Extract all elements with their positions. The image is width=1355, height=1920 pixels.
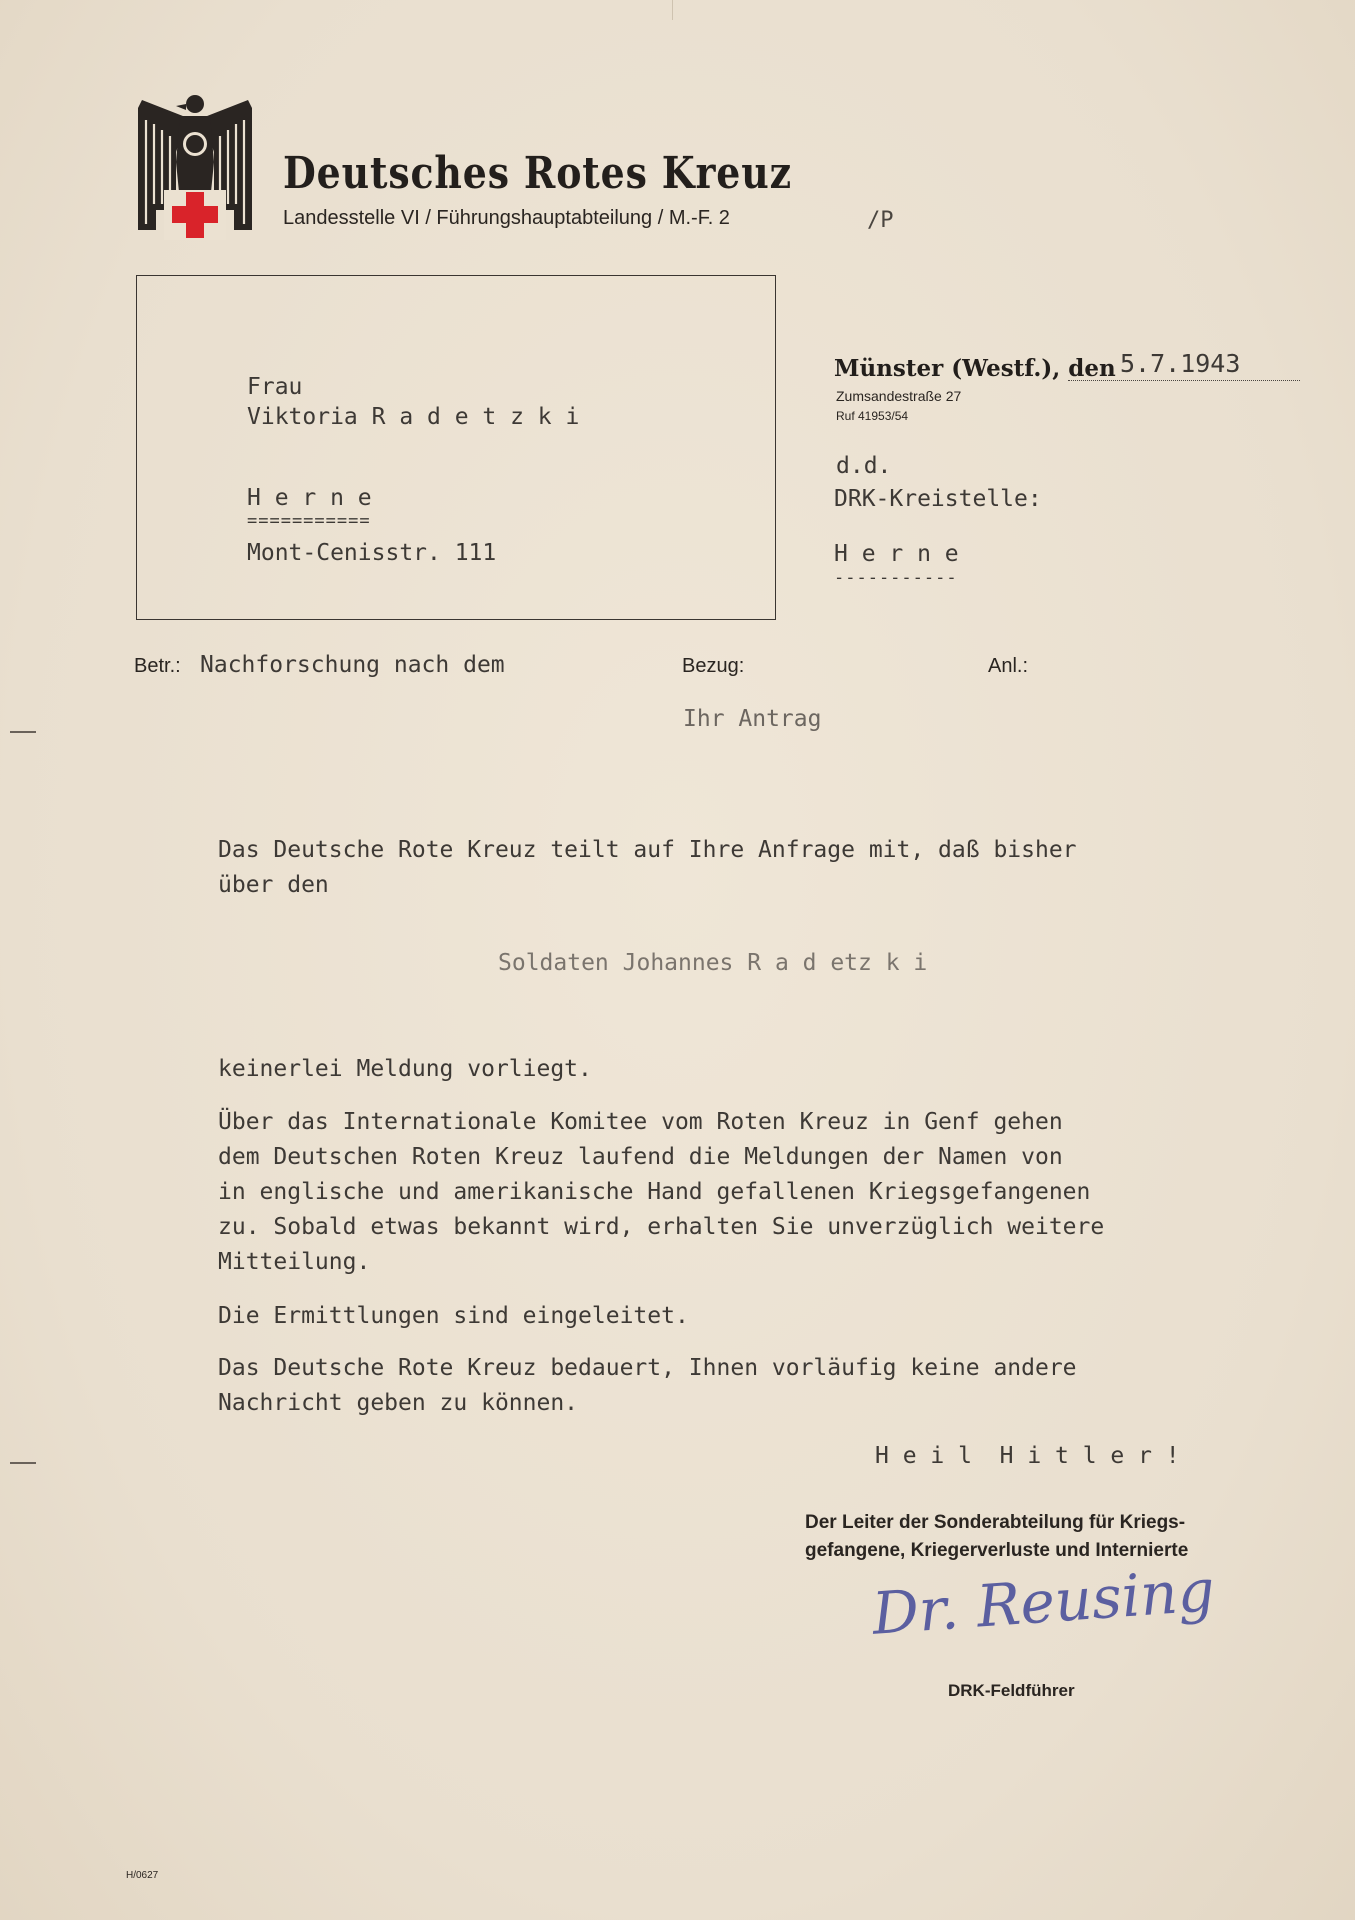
body-para3-line5: Mitteilung.	[218, 1249, 371, 1275]
form-code: H/0627	[126, 1870, 159, 1881]
department-line: Landesstelle VI / Führungshauptabteilung / M.-F. 2	[283, 207, 730, 229]
subject-person: Soldaten Johannes R a d etz k i	[498, 950, 928, 976]
recipient-city: H e r n e	[247, 485, 372, 511]
via-label: d.d.	[836, 453, 892, 479]
closing-greeting: H e i l H i t l e r !	[875, 1443, 1180, 1469]
body-para1-line2: über den	[218, 872, 329, 898]
signatory-title-line2: gefangene, Kriegerverluste und Internierte	[805, 1540, 1189, 1561]
fold-mark	[672, 0, 673, 20]
office-city: H e r n e	[834, 541, 959, 567]
punch-mark-bottom	[10, 1462, 36, 1464]
recipient-city-underline: ===========	[247, 511, 371, 531]
address-box	[136, 275, 776, 620]
signatory-title-line1: Der Leiter der Sonderabteilung für Kriegs-	[805, 1512, 1186, 1533]
reference-label: Bezug:	[682, 655, 745, 677]
body-para3-line3: in englische und amerikanische Hand gefallenen Kriegsgefangenen	[218, 1179, 1091, 1205]
reference-suffix: /P	[867, 208, 894, 233]
body-para3-line1: Über das Internationale Komitee vom Roten Kreuz in Genf gehen	[218, 1109, 1063, 1135]
subject-text: Nachforschung nach dem	[200, 652, 505, 678]
body-para2: keinerlei Meldung vorliegt.	[218, 1056, 592, 1082]
office-city-underline: -----------	[834, 568, 958, 588]
attachment-label: Anl.:	[988, 655, 1029, 677]
eagle-red-cross-emblem-icon	[136, 92, 254, 240]
recipient-street: Mont-Cenisstr. 111	[247, 540, 497, 566]
body-para3-line4: zu. Sobald etwas bekannt wird, erhalten Sie unverzüglich weitere	[218, 1214, 1105, 1240]
letter-date: 5.7.1943	[1120, 349, 1241, 378]
sender-street: Zumsandestraße 27	[836, 388, 962, 404]
recipient-name: Viktoria R a d e t z k i	[247, 404, 580, 430]
body-para4: Die Ermittlungen sind eingeleitet.	[218, 1303, 689, 1329]
organization-name: Deutsches Rotes Kreuz	[283, 148, 792, 199]
signatory-rank: DRK-Feldführer	[948, 1681, 1075, 1700]
date-line	[1068, 380, 1300, 381]
body-para5-line1: Das Deutsche Rote Kreuz bedauert, Ihnen vorläufig keine andere	[218, 1355, 1077, 1381]
sender-city-label: Münster (Westf.), den	[834, 355, 1116, 382]
body-para3-line2: dem Deutschen Roten Kreuz laufend die Meldungen der Namen von	[218, 1144, 1063, 1170]
subject-label: Betr.:	[134, 655, 181, 677]
body-para1-line1: Das Deutsche Rote Kreuz teilt auf Ihre Anfrage mit, daß bisher	[218, 837, 1077, 863]
body-para5-line2: Nachricht geben zu können.	[218, 1390, 579, 1416]
sender-phone: Ruf 41953/54	[836, 409, 909, 423]
punch-mark-top	[10, 731, 36, 733]
handwritten-signature: Dr. Reusing	[870, 1556, 1217, 1648]
office-label: DRK-Kreistelle:	[834, 486, 1042, 512]
reference-value: Ihr Antrag	[683, 706, 822, 732]
recipient-salutation: Frau	[247, 374, 303, 400]
